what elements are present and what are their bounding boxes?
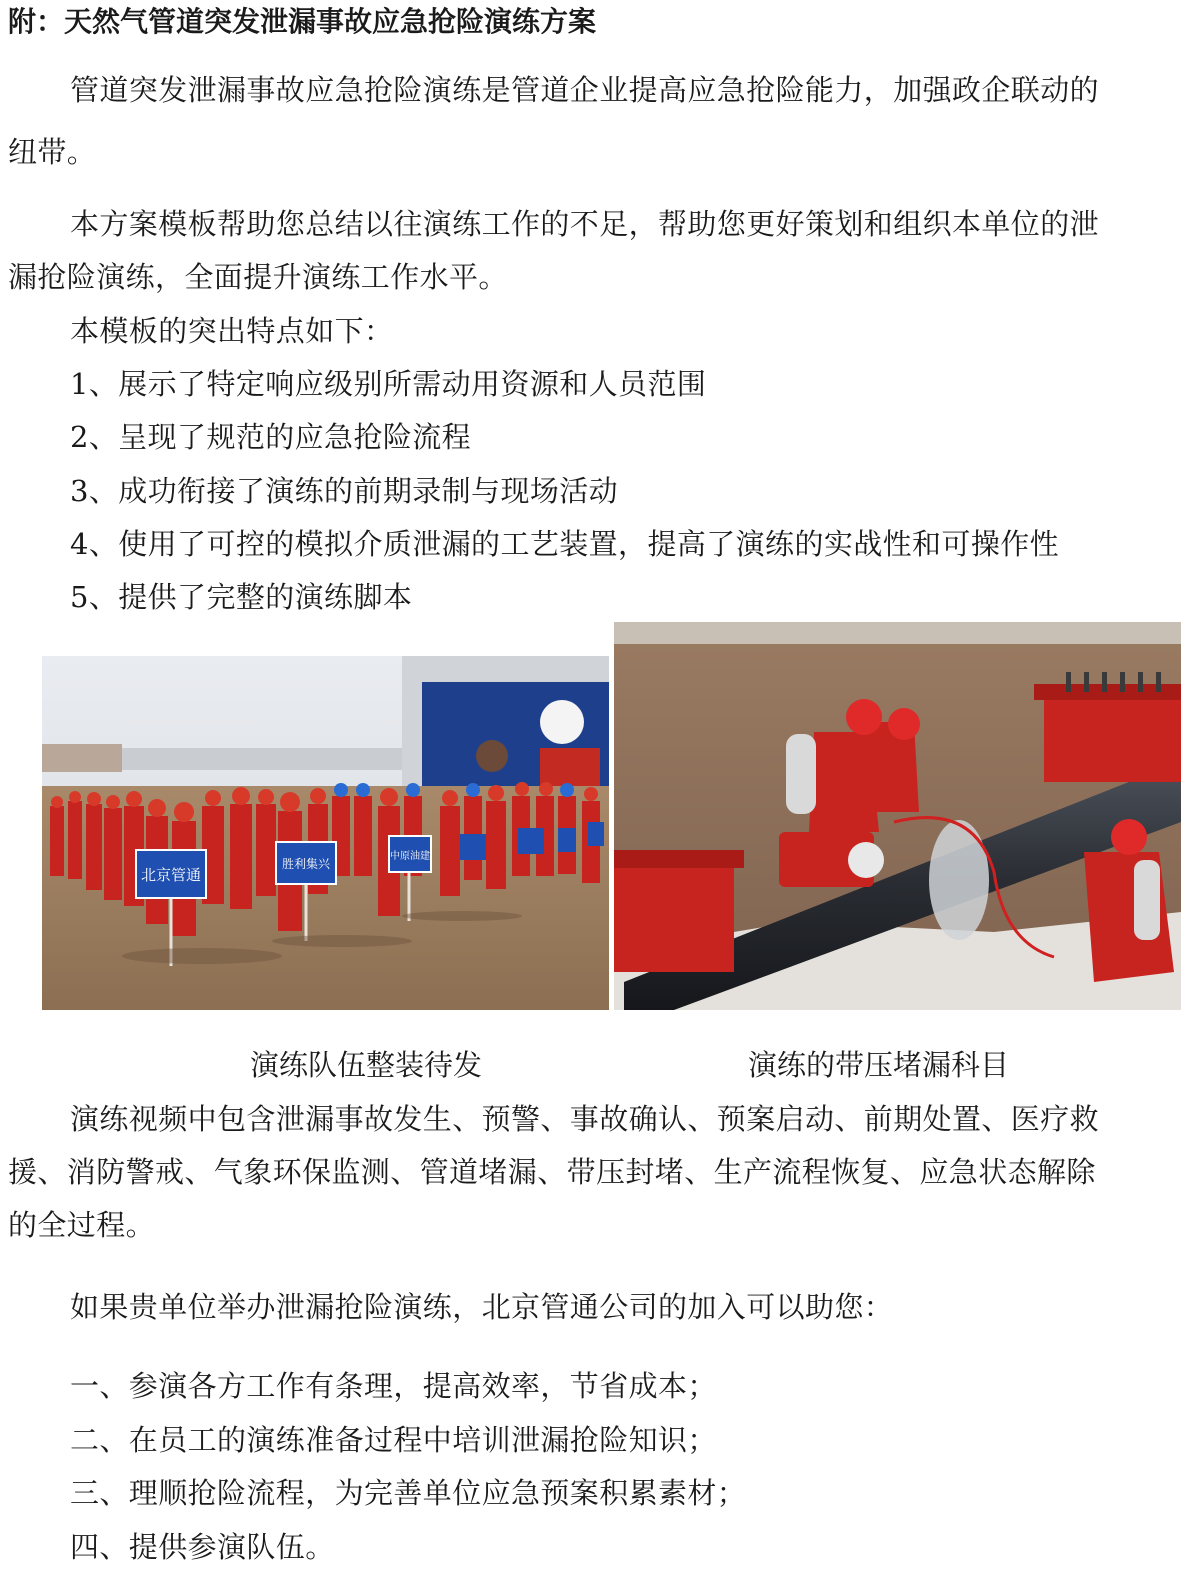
photo-caption-left: 演练队伍整装待发 — [250, 1048, 483, 1082]
photo-caption-right: 演练的带压堵漏科目 — [748, 1048, 1010, 1082]
offer-item: 三、理顺抢险流程，为完善单位应急预案积累素材； — [70, 1476, 747, 1510]
video-paragraph-line-1: 演练视频中包含泄漏事故发生、预警、事故确认、预案启动、前期处置、医疗救 — [70, 1102, 1100, 1136]
intro-paragraph-2-line-2: 漏抢险演练，全面提升演练工作水平。 — [8, 260, 508, 294]
offer-item: 二、在员工的演练准备过程中培训泄漏抢险知识； — [70, 1423, 717, 1457]
photo-drill-team-illustration — [42, 656, 609, 1010]
intro-paragraph-1-line-1: 管道突发泄漏事故应急抢险演练是管道企业提高应急抢险能力，加强政企联动的 — [70, 73, 1100, 107]
photo-drill-team — [42, 656, 609, 1010]
feature-item: 1、展示了特定响应级别所需动用资源和人员范围 — [70, 367, 707, 401]
feature-item: 4、使用了可控的模拟介质泄漏的工艺装置，提高了演练的实战性和可操作性 — [70, 527, 1060, 561]
offer-item: 四、提供参演队伍。 — [70, 1530, 335, 1564]
sign-label: 胜利集兴 — [281, 857, 331, 871]
intro-paragraph-2-line-1: 本方案模板帮助您总结以往演练工作的不足，帮助您更好策划和组织本单位的泄 — [70, 207, 1100, 241]
offer-item: 一、参演各方工作有条理，提高效率，节省成本； — [70, 1369, 717, 1403]
features-heading: 本模板的突出特点如下： — [70, 314, 394, 348]
feature-item: 3、成功衔接了演练的前期录制与现场活动 — [70, 474, 619, 508]
offer-lead: 如果贵单位举办泄漏抢险演练，北京管通公司的加入可以助您： — [70, 1290, 894, 1324]
video-paragraph-line-2: 援、消防警戒、气象环保监测、管道堵漏、带压封堵、生产流程恢复、应急状态解除 — [8, 1155, 1096, 1189]
sign-label: 中原油建 — [390, 851, 430, 862]
video-paragraph-line-3: 的全过程。 — [8, 1208, 156, 1242]
sign-label: 北京管通 — [140, 866, 202, 884]
document-title: 附：天然气管道突发泄漏事故应急抢险演练方案 — [8, 5, 597, 38]
photo-pressure-plugging-illustration — [614, 622, 1181, 1010]
photo-pressure-plugging — [614, 622, 1181, 1010]
intro-paragraph-1-line-2: 纽带。 — [8, 135, 97, 169]
feature-item: 2、呈现了规范的应急抢险流程 — [70, 420, 472, 454]
feature-item: 5、提供了完整的演练脚本 — [70, 580, 413, 614]
